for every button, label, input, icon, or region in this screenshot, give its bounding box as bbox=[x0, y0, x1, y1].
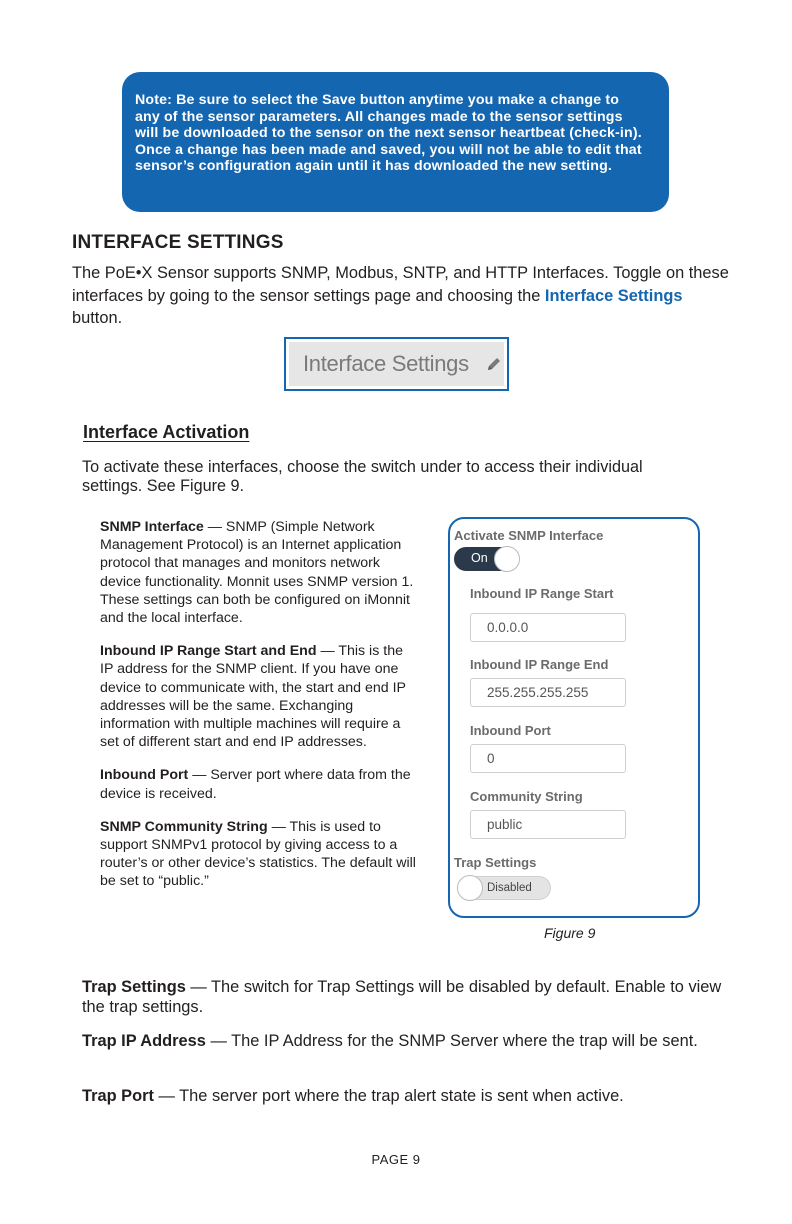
definition-desc: — SNMP (Simple Network Management Protocol) is an Internet application protocol that manages and monitors network device functionality. Monnit uses SNMP version 1. These settings can both be configured on iMonnit and the local interface. bbox=[100, 519, 414, 627]
toggle-on-text: On bbox=[471, 551, 488, 565]
inbound-port-input[interactable]: 0 bbox=[470, 744, 626, 773]
community-string-label: Community String bbox=[470, 789, 583, 804]
definition-community-string bbox=[100, 818, 420, 891]
ip-range-start-label: Inbound IP Range Start bbox=[470, 586, 614, 601]
inbound-port-label: Inbound Port bbox=[470, 723, 551, 738]
paragraph-term: Trap IP Address bbox=[82, 1032, 206, 1050]
definition-snmp-interface bbox=[100, 518, 420, 627]
trap-settings-paragraph bbox=[82, 978, 722, 1017]
paragraph-term: Trap Settings bbox=[82, 978, 186, 996]
trap-settings-label: Trap Settings bbox=[454, 855, 537, 870]
toggle-knob bbox=[457, 875, 483, 901]
definition-desc: — This is the IP address for the SNMP client. If you have one device to communicate with, the start and end IP addresses will be the same. Exchanging information with multiple machines will require a set of different start and end IP addresses. bbox=[100, 643, 406, 751]
intro-text-before: The PoE•X Sensor supports SNMP, Modbus, SNTP, and HTTP Interfaces. Toggle on these interfaces by going to the sensor settings page and choosing the bbox=[72, 264, 729, 305]
definitions-list bbox=[100, 518, 420, 906]
activate-snmp-label: Activate SNMP Interface bbox=[454, 528, 604, 543]
definition-term: Inbound Port bbox=[100, 767, 189, 784]
definition-inbound-port bbox=[100, 766, 420, 802]
figure-caption: Figure 9 bbox=[544, 925, 596, 941]
ip-range-end-input[interactable]: 255.255.255.255 bbox=[470, 678, 626, 707]
definition-ip-range bbox=[100, 642, 420, 751]
ip-range-end-label: Inbound IP Range End bbox=[470, 657, 609, 672]
community-string-input[interactable]: public bbox=[470, 810, 626, 839]
toggle-off-text: Disabled bbox=[487, 882, 532, 894]
ip-range-start-input[interactable]: 0.0.0.0 bbox=[470, 613, 626, 642]
intro-text-after: button. bbox=[72, 309, 123, 327]
paragraph-term: Trap Port bbox=[82, 1087, 154, 1105]
paragraph-desc: — The IP Address for the SNMP Server where the trap will be sent. bbox=[205, 1032, 698, 1050]
page-number: PAGE 9 bbox=[371, 1152, 421, 1167]
paragraph-desc: — The server port where the trap alert state is sent when active. bbox=[153, 1087, 624, 1105]
pencil-icon bbox=[485, 355, 503, 373]
toggle-knob bbox=[494, 546, 520, 572]
interface-settings-button[interactable] bbox=[284, 337, 509, 391]
definition-term: Inbound IP Range Start and End bbox=[100, 643, 317, 660]
trap-ip-paragraph bbox=[82, 1032, 722, 1052]
definition-desc: — This is used to support SNMPv1 protocol by giving access to a router’s or other device’s statistics. The default will be set to “public.” bbox=[100, 818, 416, 890]
interface-settings-button-face[interactable] bbox=[289, 342, 504, 386]
definition-term: SNMP Community String bbox=[100, 818, 268, 835]
definition-desc: — Server port where data from the device is received. bbox=[100, 767, 411, 802]
paragraph-desc: — The switch for Trap Settings will be disabled by default. Enable to view the trap settings. bbox=[82, 978, 722, 1016]
activate-snmp-toggle[interactable] bbox=[454, 547, 519, 571]
activation-text: To activate these interfaces, choose the switch under to access their individual settings. See Figure 9. bbox=[82, 458, 643, 495]
trap-port-paragraph bbox=[82, 1087, 722, 1107]
activation-title: Interface Activation bbox=[83, 422, 250, 442]
section-intro bbox=[72, 262, 732, 330]
note-box bbox=[122, 72, 669, 212]
note-text: Note: Be sure to select the Save button anytime you make a change to any of the sensor parameters. All changes made to the sensor settings will be downloaded to the sensor on the next sensor heartbeat (check-in). Once a change has been made and saved, you will not be able to edit that sensor’s configuration again until it has downloaded the new setting. bbox=[135, 92, 642, 175]
interface-settings-link: Interface Settings bbox=[544, 286, 683, 305]
definition-term: SNMP Interface bbox=[100, 519, 204, 535]
interface-settings-button-label: Interface Settings bbox=[303, 351, 469, 376]
section-title: INTERFACE SETTINGS bbox=[72, 232, 284, 253]
trap-settings-toggle[interactable] bbox=[458, 876, 551, 900]
snmp-settings-panel bbox=[448, 517, 700, 918]
